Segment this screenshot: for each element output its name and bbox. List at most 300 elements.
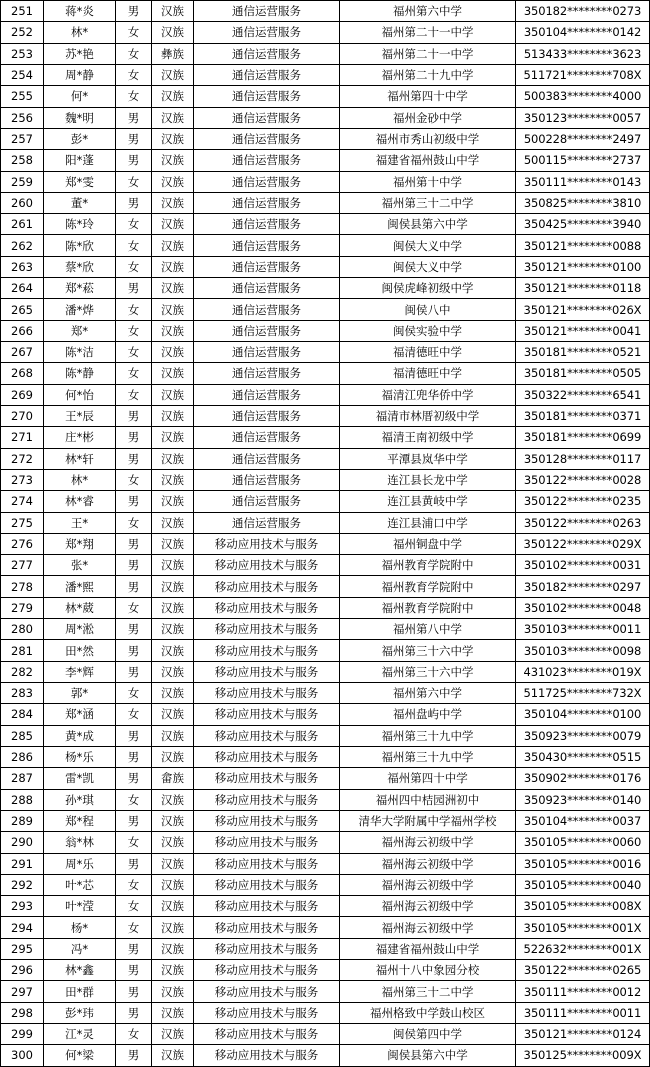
row-number-cell: 274	[1, 491, 44, 512]
gender-cell: 女	[116, 299, 152, 320]
row-number-cell: 287	[1, 768, 44, 789]
ethnicity-cell: 汉族	[152, 384, 194, 405]
table-row	[1, 960, 650, 981]
gender-cell: 男	[116, 1002, 152, 1023]
student-name-cell: 阳*蓬	[44, 150, 116, 171]
id-number-cell: 350105********008X	[516, 896, 650, 917]
table-row	[1, 128, 650, 149]
major-cell: 移动应用技术与服务	[194, 1024, 340, 1045]
gender-cell: 男	[116, 427, 152, 448]
student-name-cell: 陈*欣	[44, 235, 116, 256]
ethnicity-cell: 汉族	[152, 896, 194, 917]
gender-cell: 女	[116, 469, 152, 490]
student-name-cell: 蒋*炎	[44, 1, 116, 22]
school-cell: 连江县黄岐中学	[340, 491, 516, 512]
major-cell: 通信运营服务	[194, 405, 340, 426]
table-row	[1, 192, 650, 213]
major-cell: 通信运营服务	[194, 150, 340, 171]
school-cell: 福清江兜华侨中学	[340, 384, 516, 405]
table-row	[1, 235, 650, 256]
row-number-cell: 265	[1, 299, 44, 320]
ethnicity-cell: 汉族	[152, 86, 194, 107]
row-number-cell: 283	[1, 683, 44, 704]
gender-cell: 女	[116, 789, 152, 810]
student-name-cell: 何*	[44, 86, 116, 107]
ethnicity-cell: 汉族	[152, 810, 194, 831]
gender-cell: 女	[116, 342, 152, 363]
major-cell: 移动应用技术与服务	[194, 853, 340, 874]
student-name-cell: 何*怡	[44, 384, 116, 405]
school-cell: 福州教育学院附中	[340, 576, 516, 597]
row-number-cell: 268	[1, 363, 44, 384]
gender-cell: 男	[116, 491, 152, 512]
row-number-cell: 286	[1, 746, 44, 767]
table-row	[1, 171, 650, 192]
table-row	[1, 874, 650, 895]
row-number-cell: 281	[1, 640, 44, 661]
table-row	[1, 469, 650, 490]
id-number-cell: 350181********0699	[516, 427, 650, 448]
table-row	[1, 427, 650, 448]
id-number-cell: 350104********0037	[516, 810, 650, 831]
row-number-cell: 292	[1, 874, 44, 895]
major-cell: 移动应用技术与服务	[194, 981, 340, 1002]
school-cell: 福清市林厝初级中学	[340, 405, 516, 426]
table-row	[1, 704, 650, 725]
gender-cell: 男	[116, 1045, 152, 1066]
school-cell: 福州第三十六中学	[340, 661, 516, 682]
row-number-cell: 279	[1, 597, 44, 618]
ethnicity-cell: 汉族	[152, 874, 194, 895]
table-row	[1, 256, 650, 277]
major-cell: 通信运营服务	[194, 1, 340, 22]
major-cell: 通信运营服务	[194, 278, 340, 299]
table-body	[1, 1, 650, 1067]
ethnicity-cell: 汉族	[152, 597, 194, 618]
id-number-cell: 350102********0031	[516, 555, 650, 576]
gender-cell: 女	[116, 86, 152, 107]
row-number-cell: 282	[1, 661, 44, 682]
id-number-cell: 350128********0117	[516, 448, 650, 469]
major-cell: 通信运营服务	[194, 192, 340, 213]
major-cell: 通信运营服务	[194, 86, 340, 107]
school-cell: 福州第六中学	[340, 683, 516, 704]
row-number-cell: 252	[1, 22, 44, 43]
row-number-cell: 267	[1, 342, 44, 363]
student-name-cell: 陈*洁	[44, 342, 116, 363]
table-row	[1, 1002, 650, 1023]
row-number-cell: 266	[1, 320, 44, 341]
school-cell: 福州铜盘中学	[340, 533, 516, 554]
major-cell: 移动应用技术与服务	[194, 640, 340, 661]
id-number-cell: 350125********009X	[516, 1045, 650, 1066]
student-name-cell: 陈*玲	[44, 214, 116, 235]
id-number-cell: 350111********0143	[516, 171, 650, 192]
gender-cell: 女	[116, 64, 152, 85]
student-name-cell: 李*辉	[44, 661, 116, 682]
student-name-cell: 林*轩	[44, 448, 116, 469]
ethnicity-cell: 汉族	[152, 22, 194, 43]
major-cell: 通信运营服务	[194, 299, 340, 320]
gender-cell: 女	[116, 597, 152, 618]
major-cell: 移动应用技术与服务	[194, 1045, 340, 1066]
major-cell: 移动应用技术与服务	[194, 917, 340, 938]
row-number-cell: 284	[1, 704, 44, 725]
school-cell: 福建省福州鼓山中学	[340, 150, 516, 171]
table-row	[1, 363, 650, 384]
gender-cell: 女	[116, 43, 152, 64]
row-number-cell: 251	[1, 1, 44, 22]
major-cell: 移动应用技术与服务	[194, 725, 340, 746]
ethnicity-cell: 汉族	[152, 171, 194, 192]
student-name-cell: 魏*明	[44, 107, 116, 128]
school-cell: 福清德旺中学	[340, 363, 516, 384]
gender-cell: 男	[116, 960, 152, 981]
row-number-cell: 270	[1, 405, 44, 426]
id-number-cell: 350105********0060	[516, 832, 650, 853]
table-row	[1, 683, 650, 704]
student-name-cell: 潘*熙	[44, 576, 116, 597]
major-cell: 通信运营服务	[194, 43, 340, 64]
id-number-cell: 513433********3623	[516, 43, 650, 64]
row-number-cell: 262	[1, 235, 44, 256]
table-row	[1, 342, 650, 363]
student-name-cell: 杨*乐	[44, 746, 116, 767]
major-cell: 移动应用技术与服务	[194, 789, 340, 810]
school-cell: 福州第四十中学	[340, 86, 516, 107]
id-number-cell: 350181********0521	[516, 342, 650, 363]
school-cell: 福州第三十九中学	[340, 746, 516, 767]
ethnicity-cell: 汉族	[152, 320, 194, 341]
ethnicity-cell: 汉族	[152, 1, 194, 22]
id-number-cell: 350103********0098	[516, 640, 650, 661]
school-cell: 闽侯县第六中学	[340, 214, 516, 235]
ethnicity-cell: 汉族	[152, 683, 194, 704]
table-row	[1, 832, 650, 853]
row-number-cell: 256	[1, 107, 44, 128]
student-name-cell: 郭*	[44, 683, 116, 704]
ethnicity-cell: 汉族	[152, 725, 194, 746]
ethnicity-cell: 汉族	[152, 789, 194, 810]
school-cell: 福州市秀山初级中学	[340, 128, 516, 149]
student-name-cell: 郑*	[44, 320, 116, 341]
gender-cell: 女	[116, 363, 152, 384]
ethnicity-cell: 彝族	[152, 43, 194, 64]
school-cell: 福州第三十六中学	[340, 640, 516, 661]
major-cell: 通信运营服务	[194, 448, 340, 469]
school-cell: 福建省福州鼓山中学	[340, 938, 516, 959]
student-name-cell: 彭*	[44, 128, 116, 149]
row-number-cell: 296	[1, 960, 44, 981]
school-cell: 福州海云初级中学	[340, 853, 516, 874]
major-cell: 移动应用技术与服务	[194, 896, 340, 917]
row-number-cell: 261	[1, 214, 44, 235]
school-cell: 福州第六中学	[340, 1, 516, 22]
table-row	[1, 491, 650, 512]
gender-cell: 女	[116, 235, 152, 256]
gender-cell: 男	[116, 725, 152, 746]
gender-cell: 男	[116, 278, 152, 299]
ethnicity-cell: 汉族	[152, 1045, 194, 1066]
ethnicity-cell: 汉族	[152, 363, 194, 384]
ethnicity-cell: 汉族	[152, 427, 194, 448]
gender-cell: 男	[116, 640, 152, 661]
row-number-cell: 264	[1, 278, 44, 299]
id-number-cell: 350121********0088	[516, 235, 650, 256]
id-number-cell: 350104********0100	[516, 704, 650, 725]
ethnicity-cell: 汉族	[152, 853, 194, 874]
row-number-cell: 276	[1, 533, 44, 554]
school-cell: 闽侯虎峰初级中学	[340, 278, 516, 299]
school-cell: 福州十八中象园分校	[340, 960, 516, 981]
table-row	[1, 448, 650, 469]
row-number-cell: 273	[1, 469, 44, 490]
id-number-cell: 350425********3940	[516, 214, 650, 235]
id-number-cell: 350102********0048	[516, 597, 650, 618]
student-name-cell: 林*	[44, 22, 116, 43]
major-cell: 移动应用技术与服务	[194, 938, 340, 959]
table-row	[1, 1024, 650, 1045]
ethnicity-cell: 汉族	[152, 661, 194, 682]
row-number-cell: 271	[1, 427, 44, 448]
table-row	[1, 64, 650, 85]
gender-cell: 女	[116, 256, 152, 277]
row-number-cell: 263	[1, 256, 44, 277]
student-name-cell: 郑*菘	[44, 278, 116, 299]
student-name-cell: 杨*	[44, 917, 116, 938]
ethnicity-cell: 汉族	[152, 640, 194, 661]
school-cell: 福州第三十九中学	[340, 725, 516, 746]
gender-cell: 男	[116, 1, 152, 22]
id-number-cell: 350122********0028	[516, 469, 650, 490]
table-row	[1, 320, 650, 341]
table-row	[1, 555, 650, 576]
table-row	[1, 938, 650, 959]
id-number-cell: 350105********001X	[516, 917, 650, 938]
table-row	[1, 640, 650, 661]
school-cell: 福州格致中学鼓山校区	[340, 1002, 516, 1023]
table-row	[1, 981, 650, 1002]
student-name-cell: 蔡*欣	[44, 256, 116, 277]
table-row	[1, 107, 650, 128]
gender-cell: 女	[116, 683, 152, 704]
major-cell: 通信运营服务	[194, 171, 340, 192]
major-cell: 移动应用技术与服务	[194, 810, 340, 831]
school-cell: 福州第十中学	[340, 171, 516, 192]
major-cell: 移动应用技术与服务	[194, 597, 340, 618]
id-number-cell: 350122********029X	[516, 533, 650, 554]
ethnicity-cell: 汉族	[152, 192, 194, 213]
id-number-cell: 350182********0273	[516, 1, 650, 22]
table-row	[1, 1045, 650, 1066]
ethnicity-cell: 汉族	[152, 150, 194, 171]
id-number-cell: 350121********0100	[516, 256, 650, 277]
school-cell: 福州第八中学	[340, 619, 516, 640]
row-number-cell: 278	[1, 576, 44, 597]
student-name-cell: 周*静	[44, 64, 116, 85]
table-row	[1, 853, 650, 874]
table-row	[1, 22, 650, 43]
school-cell: 连江县长龙中学	[340, 469, 516, 490]
table-row	[1, 384, 650, 405]
ethnicity-cell: 汉族	[152, 214, 194, 235]
ethnicity-cell: 汉族	[152, 235, 194, 256]
school-cell: 福州教育学院附中	[340, 555, 516, 576]
gender-cell: 女	[116, 917, 152, 938]
student-name-cell: 田*群	[44, 981, 116, 1002]
id-number-cell: 350105********0040	[516, 874, 650, 895]
major-cell: 通信运营服务	[194, 491, 340, 512]
school-cell: 闽侯大义中学	[340, 256, 516, 277]
school-cell: 闽侯第四中学	[340, 1024, 516, 1045]
row-number-cell: 293	[1, 896, 44, 917]
row-number-cell: 255	[1, 86, 44, 107]
ethnicity-cell: 汉族	[152, 448, 194, 469]
gender-cell: 男	[116, 192, 152, 213]
gender-cell: 男	[116, 853, 152, 874]
table-row	[1, 533, 650, 554]
school-cell: 闽侯县第六中学	[340, 1045, 516, 1066]
table-row	[1, 1, 650, 22]
id-number-cell: 511725********732X	[516, 683, 650, 704]
major-cell: 移动应用技术与服务	[194, 1002, 340, 1023]
table-row	[1, 86, 650, 107]
student-name-cell: 叶*滢	[44, 896, 116, 917]
row-number-cell: 288	[1, 789, 44, 810]
id-number-cell: 350121********0041	[516, 320, 650, 341]
student-name-cell: 林*睿	[44, 491, 116, 512]
major-cell: 通信运营服务	[194, 256, 340, 277]
table-row	[1, 768, 650, 789]
table-row	[1, 214, 650, 235]
row-number-cell: 277	[1, 555, 44, 576]
major-cell: 移动应用技术与服务	[194, 661, 340, 682]
ethnicity-cell: 汉族	[152, 555, 194, 576]
student-name-cell: 彭*玮	[44, 1002, 116, 1023]
table-row	[1, 917, 650, 938]
gender-cell: 男	[116, 746, 152, 767]
gender-cell: 男	[116, 448, 152, 469]
gender-cell: 女	[116, 874, 152, 895]
ethnicity-cell: 汉族	[152, 576, 194, 597]
id-number-cell: 350105********0016	[516, 853, 650, 874]
student-name-cell: 林*	[44, 469, 116, 490]
id-number-cell: 350121********0118	[516, 278, 650, 299]
gender-cell: 男	[116, 555, 152, 576]
major-cell: 移动应用技术与服务	[194, 683, 340, 704]
school-cell: 福州第二十一中学	[340, 22, 516, 43]
id-number-cell: 350123********0057	[516, 107, 650, 128]
student-name-cell: 周*乐	[44, 853, 116, 874]
ethnicity-cell: 汉族	[152, 1002, 194, 1023]
major-cell: 移动应用技术与服务	[194, 704, 340, 725]
ethnicity-cell: 汉族	[152, 64, 194, 85]
gender-cell: 男	[116, 150, 152, 171]
major-cell: 移动应用技术与服务	[194, 619, 340, 640]
school-cell: 连江县浦口中学	[340, 512, 516, 533]
student-name-cell: 田*然	[44, 640, 116, 661]
major-cell: 移动应用技术与服务	[194, 768, 340, 789]
table-row	[1, 405, 650, 426]
row-number-cell: 297	[1, 981, 44, 1002]
school-cell: 福州第四十中学	[340, 768, 516, 789]
gender-cell: 男	[116, 981, 152, 1002]
gender-cell: 女	[116, 214, 152, 235]
id-number-cell: 511721********708X	[516, 64, 650, 85]
major-cell: 通信运营服务	[194, 342, 340, 363]
student-name-cell: 郑*雯	[44, 171, 116, 192]
table-row	[1, 512, 650, 533]
id-number-cell: 500115********2737	[516, 150, 650, 171]
ethnicity-cell: 汉族	[152, 469, 194, 490]
row-number-cell: 289	[1, 810, 44, 831]
table-row	[1, 278, 650, 299]
major-cell: 移动应用技术与服务	[194, 874, 340, 895]
id-number-cell: 350103********0011	[516, 619, 650, 640]
major-cell: 移动应用技术与服务	[194, 555, 340, 576]
major-cell: 通信运营服务	[194, 320, 340, 341]
row-number-cell: 275	[1, 512, 44, 533]
school-cell: 福州金砂中学	[340, 107, 516, 128]
major-cell: 移动应用技术与服务	[194, 832, 340, 853]
school-cell: 福州海云初级中学	[340, 896, 516, 917]
id-number-cell: 350322********6541	[516, 384, 650, 405]
id-number-cell: 350182********0297	[516, 576, 650, 597]
ethnicity-cell: 汉族	[152, 128, 194, 149]
student-name-cell: 郑*翔	[44, 533, 116, 554]
major-cell: 通信运营服务	[194, 427, 340, 448]
gender-cell: 女	[116, 320, 152, 341]
major-cell: 通信运营服务	[194, 22, 340, 43]
id-number-cell: 350923********0140	[516, 789, 650, 810]
gender-cell: 男	[116, 768, 152, 789]
gender-cell: 男	[116, 938, 152, 959]
ethnicity-cell: 汉族	[152, 832, 194, 853]
id-number-cell: 350121********026X	[516, 299, 650, 320]
ethnicity-cell: 汉族	[152, 917, 194, 938]
row-number-cell: 260	[1, 192, 44, 213]
id-number-cell: 350111********0011	[516, 1002, 650, 1023]
major-cell: 通信运营服务	[194, 363, 340, 384]
id-number-cell: 350825********3810	[516, 192, 650, 213]
ethnicity-cell: 汉族	[152, 960, 194, 981]
ethnicity-cell: 汉族	[152, 1024, 194, 1045]
major-cell: 通信运营服务	[194, 214, 340, 235]
id-number-cell: 350430********0515	[516, 746, 650, 767]
major-cell: 通信运营服务	[194, 64, 340, 85]
gender-cell: 男	[116, 810, 152, 831]
table-row	[1, 150, 650, 171]
student-name-cell: 潘*烨	[44, 299, 116, 320]
major-cell: 移动应用技术与服务	[194, 533, 340, 554]
row-number-cell: 300	[1, 1045, 44, 1066]
school-cell: 福州四中桔园洲初中	[340, 789, 516, 810]
major-cell: 通信运营服务	[194, 128, 340, 149]
school-cell: 福州盘屿中学	[340, 704, 516, 725]
row-number-cell: 298	[1, 1002, 44, 1023]
ethnicity-cell: 汉族	[152, 704, 194, 725]
school-cell: 福州海云初级中学	[340, 832, 516, 853]
student-name-cell: 王*辰	[44, 405, 116, 426]
student-name-cell: 董*	[44, 192, 116, 213]
table-row	[1, 661, 650, 682]
ethnicity-cell: 汉族	[152, 256, 194, 277]
table-row	[1, 597, 650, 618]
school-cell: 福州教育学院附中	[340, 597, 516, 618]
gender-cell: 女	[116, 22, 152, 43]
row-number-cell: 291	[1, 853, 44, 874]
row-number-cell: 254	[1, 64, 44, 85]
